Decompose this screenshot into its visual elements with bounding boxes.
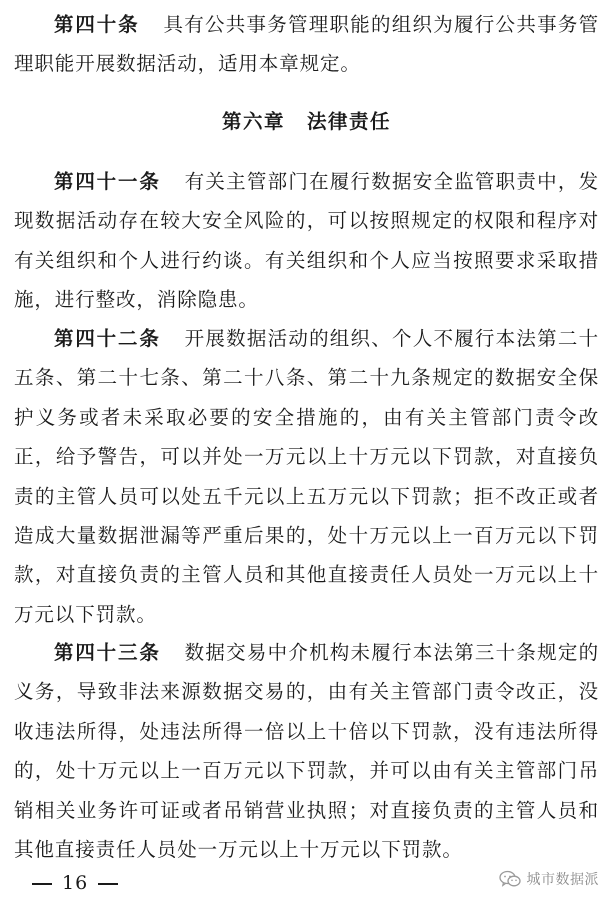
- watermark-text: 城市数据派: [526, 872, 599, 888]
- chapter-heading: [0, 104, 613, 140]
- article-title: 第四十三条: [54, 641, 161, 664]
- article-42: [14, 319, 599, 634]
- article-title: 第四十条: [54, 13, 140, 36]
- dash-right: [98, 883, 118, 885]
- article-body: 开展数据活动的组织、个人不履行本法第二十五条、第二十七条、第二十八条、第二十九条规定的数据安全保护义务或者未采取必要的安全措施的，由有关主管部门责令改正，给予警告，可以并处一万元以上十万元以下罚款，对直接负责的主管人员可以处五千元以上五万元以下罚款；拒不改正或者造成大量数据泄漏等严重后果的，处十万元以上一百万元以下罚款，对直接负责的主管人员和其他直接责任人员处一万元以上十万元以下罚款。: [14, 327, 599, 626]
- article-43: [14, 633, 599, 869]
- article-body: 有关主管部门在履行数据安全监管职责中，发现数据活动存在较大安全风险的，可以按照规定的权限和程序对有关组织和个人进行约谈。有关组织和个人应当按照要求采取措施，进行整改，消除隐患。: [14, 170, 599, 312]
- page-number: [22, 868, 128, 898]
- watermark: [499, 866, 600, 892]
- article-title: 第四十一条: [54, 170, 161, 193]
- dash-left: [32, 883, 52, 885]
- page-number-text: 16: [62, 872, 89, 894]
- wechat-icon: [499, 870, 521, 888]
- article-body: 具有公共事务管理职能的组织为履行公共事务管理职能开展数据活动，适用本章规定。: [14, 13, 599, 76]
- chapter-title: 法律责任: [307, 110, 392, 133]
- article-title: 第四十二条: [54, 327, 161, 350]
- article-40: [14, 5, 599, 84]
- article-body: 数据交易中介机构未履行本法第三十条规定的义务，导致非法来源数据交易的，由有关主管部门责令改正，没收违法所得，处违法所得一倍以上十倍以下罚款，没有违法所得的，处十万元以上一百万元以下罚款，并可以由有关主管部门吊销相关业务许可证或者吊销营业执照；对直接负责的主管人员和其他直接责任人员处一万元以上十万元以下罚款。: [14, 641, 599, 862]
- article-41: [14, 162, 599, 320]
- chapter-number: 第六章: [221, 110, 285, 133]
